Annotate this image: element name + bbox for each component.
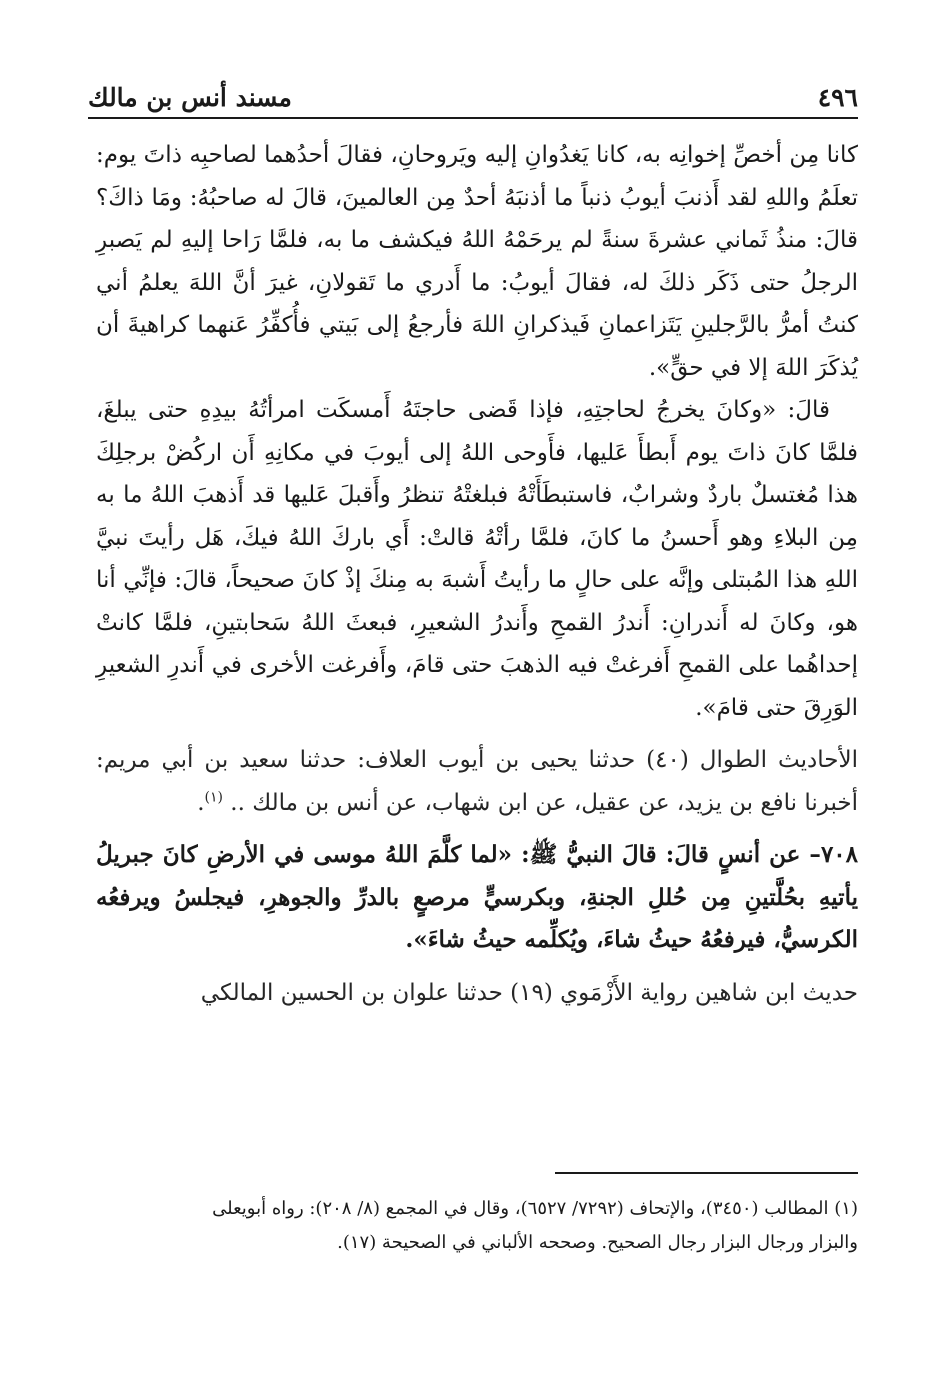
- hadith-708: [96, 834, 858, 962]
- isnad-text: الأحاديث الطوال (٤٠) حدثنا يحيى بن أيوب العلاف: حدثنا سعيد بن أبي مريم: أخبرنا نافع بن يزيد، عن عقيل، عن ابن شهاب، عن أنس بن مالك ..: [96, 747, 858, 816]
- hadith-number: ٧٠٨: [820, 841, 858, 868]
- footnote-1-line-1: (١) المطالب (٣٤٥٠)، والإتحاف (٧٢٩٢/ ٦٥٢٧)، وقال في المجمع (٨/ ٢٠٨): رواه أبويعلى: [212, 1198, 858, 1219]
- footnote-rule: [555, 1172, 858, 1174]
- page-number: ٤٩٦: [817, 83, 858, 112]
- paragraph-2: قالَ: «وكانَ يخرجُ لحاجتِهِ، فإذا قَضى حاجتَهُ أَمسكَت امرأتُهُ بيدِهِ حتى يبلغَ، فلمَّا كانَ ذاتَ يوم أَبطأَ عَليها، فأَوحى اللهُ إلى أيوبَ في مكانِهِ أَن اركُضْ برجلِكَ هذا مُغتسلٌ باردٌ وشرابٌ، فاستبطَأَتْهُ فبلغتْهُ تنظرُ وأَقبلَ عَليها قد أَذهبَ اللهُ ما به مِن البلاءِ وهو أَحسنُ ما كانَ، فلمَّا رأتْهُ قالتْ: أَي باركَ اللهُ فيكَ، هَل رأيتَ نبيَّ اللهِ هذا المُبتلى وإنَّه على حالٍ ما رأيتُ أَشبهَ به مِنكَ إذْ كانَ صحيحاً، قالَ: فإنِّي أنا هو، وكانَ له أَندرانِ: أَندرُ القمحِ وأَندرُ الشعيرِ، فبعثَ اللهُ سَحابتينِ، فلمَّا كانتْ إحداهُما على القمحِ أَفرغتْ فيه الذهبَ حتى قامَ، وأَفرغت الأخرى في أَندرِ الشعيرِ الوَرِقَ حتى قامَ».: [96, 397, 858, 721]
- header-rule: [88, 117, 858, 119]
- footnotes: [96, 1192, 858, 1260]
- running-title: مسند أنس بن مالك: [88, 83, 292, 112]
- paragraph-1: كانا مِن أخصِّ إخوانِه به، كانا يَغدُوانِ إليه ويَروحانِ، فقالَ أحدُهما لصاحبِه ذاتَ يوم: تعلَمُ واللهِ لقد أَذنبَ أيوبُ ذنباً ما أذنبَهُ أحدٌ مِن العالمينَ، قالَ له صاحبُهُ: ومَا ذاكَ؟ قالَ: منذُ ثَماني عشرةَ سنةً لم يرحَمْهُ اللهُ فيكشف ما به، فلمَّا رَاحا إليهِ لم يَصبرِ الرجلُ حتى ذَكَر ذلكَ له، فقالَ أيوبُ: ما أَدري ما تَقولانِ، غيرَ أنَّ اللهَ يعلمُ أني كنتُ أمرُّ بالرَّجلينِ يَتَزاعمانِ فَيذكرانِ اللهَ فأرجعُ إلى بَيتي فأُكفِّرُ عَنهما كراهيةَ أن يُذكَرَ اللهَ إلا في حقٍّ».: [96, 142, 858, 381]
- hadith-text: – عن أنسٍ قالَ: قالَ النبيُّ ﷺ: «لما كلَّمَ اللهُ موسى في الأرضِ كانَ جبريلُ يأتيهِ بحُلَّتينِ مِن حُللِ الجنةِ، وبكرسيٍّ مرصعٍ بالدرِّ والجوهرِ، فيجلسُ ويرفعُه الكرسيُّ، فيرفعُهُ حيثُ شاءَ، ويُكلِّمه حيثُ شاءَ».: [96, 841, 858, 953]
- footnote-1-line-2: والبزار ورجال البزار رجال الصحيح. وصححه الألباني في الصحيحة (١٧).: [337, 1232, 858, 1253]
- isnad-paragraph-2: حديث ابن شاهين رواية الأَزْمَوي (١٩) حدثنا علوان بن الحسين المالكي: [200, 979, 858, 1006]
- page-header: [88, 72, 858, 112]
- isnad-paragraph: الأحاديث الطوال (٤٠) حدثنا يحيى بن أيوب العلاف: حدثنا سعيد بن أبي مريم: أخبرنا نافع بن يزيد، عن عقيل، عن ابن شهاب، عن أنس بن مالك .. $^{(١)}$.: [96, 747, 858, 816]
- footnote-reference[interactable]: (١): [204, 788, 223, 805]
- main-text: [96, 134, 858, 1014]
